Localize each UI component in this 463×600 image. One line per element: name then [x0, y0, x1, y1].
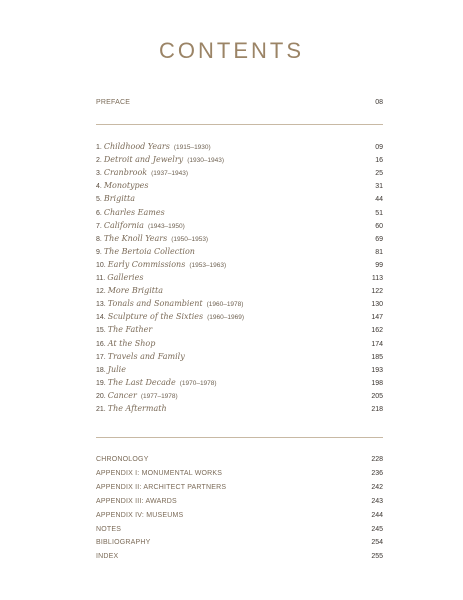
- back-matter-label: NOTES: [96, 525, 122, 533]
- chapter-entry: [96, 271, 147, 285]
- chapter-title: Galleries: [107, 273, 144, 282]
- chapter-entry: [96, 179, 153, 193]
- chapter-title: Charles Eames: [103, 207, 165, 217]
- chapter-number: 4.: [96, 183, 102, 191]
- toc-back-matter[interactable]: [96, 509, 383, 522]
- toc-back-matter[interactable]: [96, 453, 383, 466]
- toc-chapter[interactable]: [96, 232, 383, 245]
- chapter-number: 3.: [96, 170, 102, 178]
- divider-top: [96, 124, 383, 125]
- chapter-number: 21.: [96, 406, 106, 413]
- chapter-entry: [96, 376, 217, 390]
- chapter-entry: [96, 402, 171, 416]
- chapter-number: 12.: [96, 288, 106, 296]
- chapter-page: 09: [375, 144, 383, 151]
- chapter-title: Childhood Years: [103, 142, 170, 151]
- toc-back-matter[interactable]: [96, 550, 383, 563]
- toc-chapter[interactable]: [96, 140, 383, 153]
- chapter-entry: [96, 323, 156, 337]
- toc-chapter[interactable]: [96, 166, 383, 179]
- toc-chapter[interactable]: [96, 389, 383, 402]
- chapter-number: 5.: [96, 196, 102, 204]
- chapter-page: 99: [375, 261, 383, 269]
- chapter-dates: (1915–1930): [173, 144, 211, 151]
- toc-chapter[interactable]: [96, 153, 383, 166]
- chapter-number: 11.: [96, 275, 106, 282]
- chapter-entry: [96, 232, 208, 246]
- chapter-dates: (1930–1943): [187, 157, 225, 165]
- toc-chapter[interactable]: [96, 297, 383, 310]
- chapter-entry: [96, 310, 244, 324]
- chapter-page: 31: [375, 183, 383, 191]
- chapter-entry: [96, 153, 224, 167]
- chapter-number: 7.: [96, 222, 102, 230]
- chapter-entry: [96, 140, 211, 154]
- back-matter-label: APPENDIX II: ARCHITECT PARTNERS: [96, 483, 227, 491]
- chapter-page: 198: [371, 379, 383, 387]
- chapter-title: The Bertoia Collection: [103, 246, 195, 256]
- chapter-title: Early Commissions: [107, 259, 186, 269]
- chapter-entry: [96, 297, 243, 311]
- back-matter-label: BIBLIOGRAPHY: [96, 539, 151, 547]
- chapter-number: 1.: [96, 144, 102, 151]
- chapter-title: More Brigitta: [107, 286, 163, 296]
- chapter-entry: [96, 350, 189, 364]
- back-matter-page: 244: [371, 511, 383, 519]
- chapter-entry: [96, 192, 139, 206]
- toc-back-matter[interactable]: [96, 536, 383, 549]
- toc-chapter[interactable]: [96, 206, 383, 219]
- chapter-dates: (1943–1950): [147, 222, 185, 230]
- chapter-title: Sculpture of the Sixties: [107, 312, 204, 322]
- chapter-title: Brigitta: [103, 194, 135, 204]
- chapter-page: 130: [371, 301, 383, 309]
- back-matter-page: 254: [371, 539, 383, 547]
- chapter-entry: [96, 363, 130, 377]
- toc-chapter[interactable]: [96, 258, 383, 271]
- preface-label: PREFACE: [96, 99, 131, 106]
- chapter-page: 44: [375, 196, 383, 204]
- chapter-dates: (1937–1943): [151, 170, 189, 178]
- chapter-dates: (1977–1978): [140, 392, 178, 400]
- toc-chapter[interactable]: [96, 363, 383, 376]
- chapter-page: 16: [375, 157, 383, 165]
- chapter-number: 18.: [96, 366, 106, 374]
- chapter-number: 19.: [96, 379, 106, 387]
- chapter-page: 25: [375, 170, 383, 178]
- chapter-page: 60: [375, 222, 383, 230]
- chapter-title: At the Shop: [107, 338, 156, 348]
- chapter-entry: [96, 206, 169, 220]
- toc-chapter[interactable]: [96, 245, 383, 258]
- back-matter-page: 255: [371, 553, 383, 561]
- page-title: CONTENTS: [159, 38, 304, 63]
- toc-back-matter[interactable]: [96, 467, 383, 480]
- chapter-title: Cranbrook: [103, 168, 148, 178]
- back-matter-label: CHRONOLOGY: [96, 456, 149, 463]
- chapter-dates: (1950–1953): [171, 235, 209, 243]
- back-matter-label: APPENDIX III: AWARDS: [96, 497, 177, 505]
- toc-chapter[interactable]: [96, 284, 383, 297]
- toc-chapter[interactable]: [96, 219, 383, 232]
- chapter-title: The Knoll Years: [103, 233, 168, 243]
- chapter-entry: [96, 245, 199, 259]
- chapter-page: 81: [375, 248, 383, 256]
- toc-chapter[interactable]: [96, 271, 383, 284]
- toc-chapter[interactable]: [96, 310, 383, 323]
- chapter-number: 14.: [96, 314, 106, 322]
- toc-chapter[interactable]: [96, 376, 383, 389]
- chapter-page: 162: [371, 327, 383, 335]
- chapter-page: 113: [371, 275, 383, 282]
- back-matter-page: 236: [371, 469, 383, 477]
- toc-chapter[interactable]: [96, 192, 383, 205]
- toc-chapter[interactable]: [96, 179, 383, 192]
- back-matter-label: APPENDIX IV: MUSEUMS: [96, 511, 184, 519]
- chapter-page: 69: [375, 235, 383, 243]
- toc-back-matter[interactable]: [96, 495, 383, 508]
- toc-chapter[interactable]: [96, 337, 383, 350]
- chapter-page: 147: [371, 314, 383, 322]
- chapter-page: 51: [375, 209, 383, 217]
- chapter-dates: (1960–1969): [207, 314, 244, 322]
- chapter-title: Travels and Family: [107, 351, 185, 361]
- back-matter-page: 245: [371, 525, 383, 533]
- chapter-page: 174: [371, 340, 383, 348]
- preface-page: 08: [375, 99, 383, 106]
- chapter-page: 122: [371, 288, 383, 296]
- chapter-title: Julie: [107, 364, 126, 374]
- toc-chapter[interactable]: [96, 402, 383, 415]
- chapter-entry: [96, 337, 159, 351]
- chapter-number: 2.: [96, 157, 102, 165]
- chapter-title: The Father: [107, 325, 153, 335]
- toc-preface[interactable]: [96, 96, 383, 109]
- chapter-entry: [96, 258, 226, 272]
- chapter-title: The Aftermath: [107, 404, 167, 413]
- chapter-entry: [96, 166, 188, 180]
- chapter-title: Cancer: [107, 390, 137, 400]
- chapter-number: 17.: [96, 353, 106, 361]
- chapter-title: Tonals and Sonambient: [107, 299, 203, 309]
- chapter-number: 15.: [96, 327, 106, 335]
- chapter-dates: (1953–1963): [189, 261, 227, 269]
- back-matter-label: APPENDIX I: MONUMENTAL WORKS: [96, 469, 223, 477]
- chapter-title: Detroit and Jewelry: [103, 155, 184, 165]
- chapter-page: 218: [371, 406, 383, 413]
- chapter-number: 13.: [96, 301, 106, 309]
- back-matter-page: 243: [371, 497, 383, 505]
- chapter-title: The Last Decade: [107, 377, 176, 387]
- chapter-title: Monotypes: [103, 181, 149, 191]
- divider-bottom: [96, 437, 383, 438]
- chapter-number: 9.: [96, 248, 102, 256]
- chapter-number: 16.: [96, 340, 106, 348]
- chapter-title: California: [103, 220, 144, 230]
- chapter-entry: [96, 389, 178, 403]
- chapter-number: 8.: [96, 235, 102, 243]
- toc-back-matter[interactable]: [96, 523, 383, 536]
- back-matter-page: 242: [371, 483, 383, 491]
- back-matter-page: 228: [371, 456, 383, 463]
- toc-back-matter[interactable]: [96, 481, 383, 494]
- chapter-number: 20.: [96, 392, 106, 400]
- chapter-number: 10.: [96, 261, 106, 269]
- chapter-page: 205: [371, 392, 383, 400]
- chapter-entry: [96, 219, 185, 233]
- chapter-dates: (1960–1978): [206, 301, 244, 309]
- chapter-entry: [96, 284, 167, 298]
- back-matter-label: INDEX: [96, 553, 119, 561]
- toc-chapter[interactable]: [96, 350, 383, 363]
- chapter-page: 193: [371, 366, 383, 374]
- chapter-number: 6.: [96, 209, 102, 217]
- chapter-page: 185: [371, 353, 383, 361]
- toc-chapter[interactable]: [96, 323, 383, 336]
- chapter-dates: (1970–1978): [179, 379, 217, 387]
